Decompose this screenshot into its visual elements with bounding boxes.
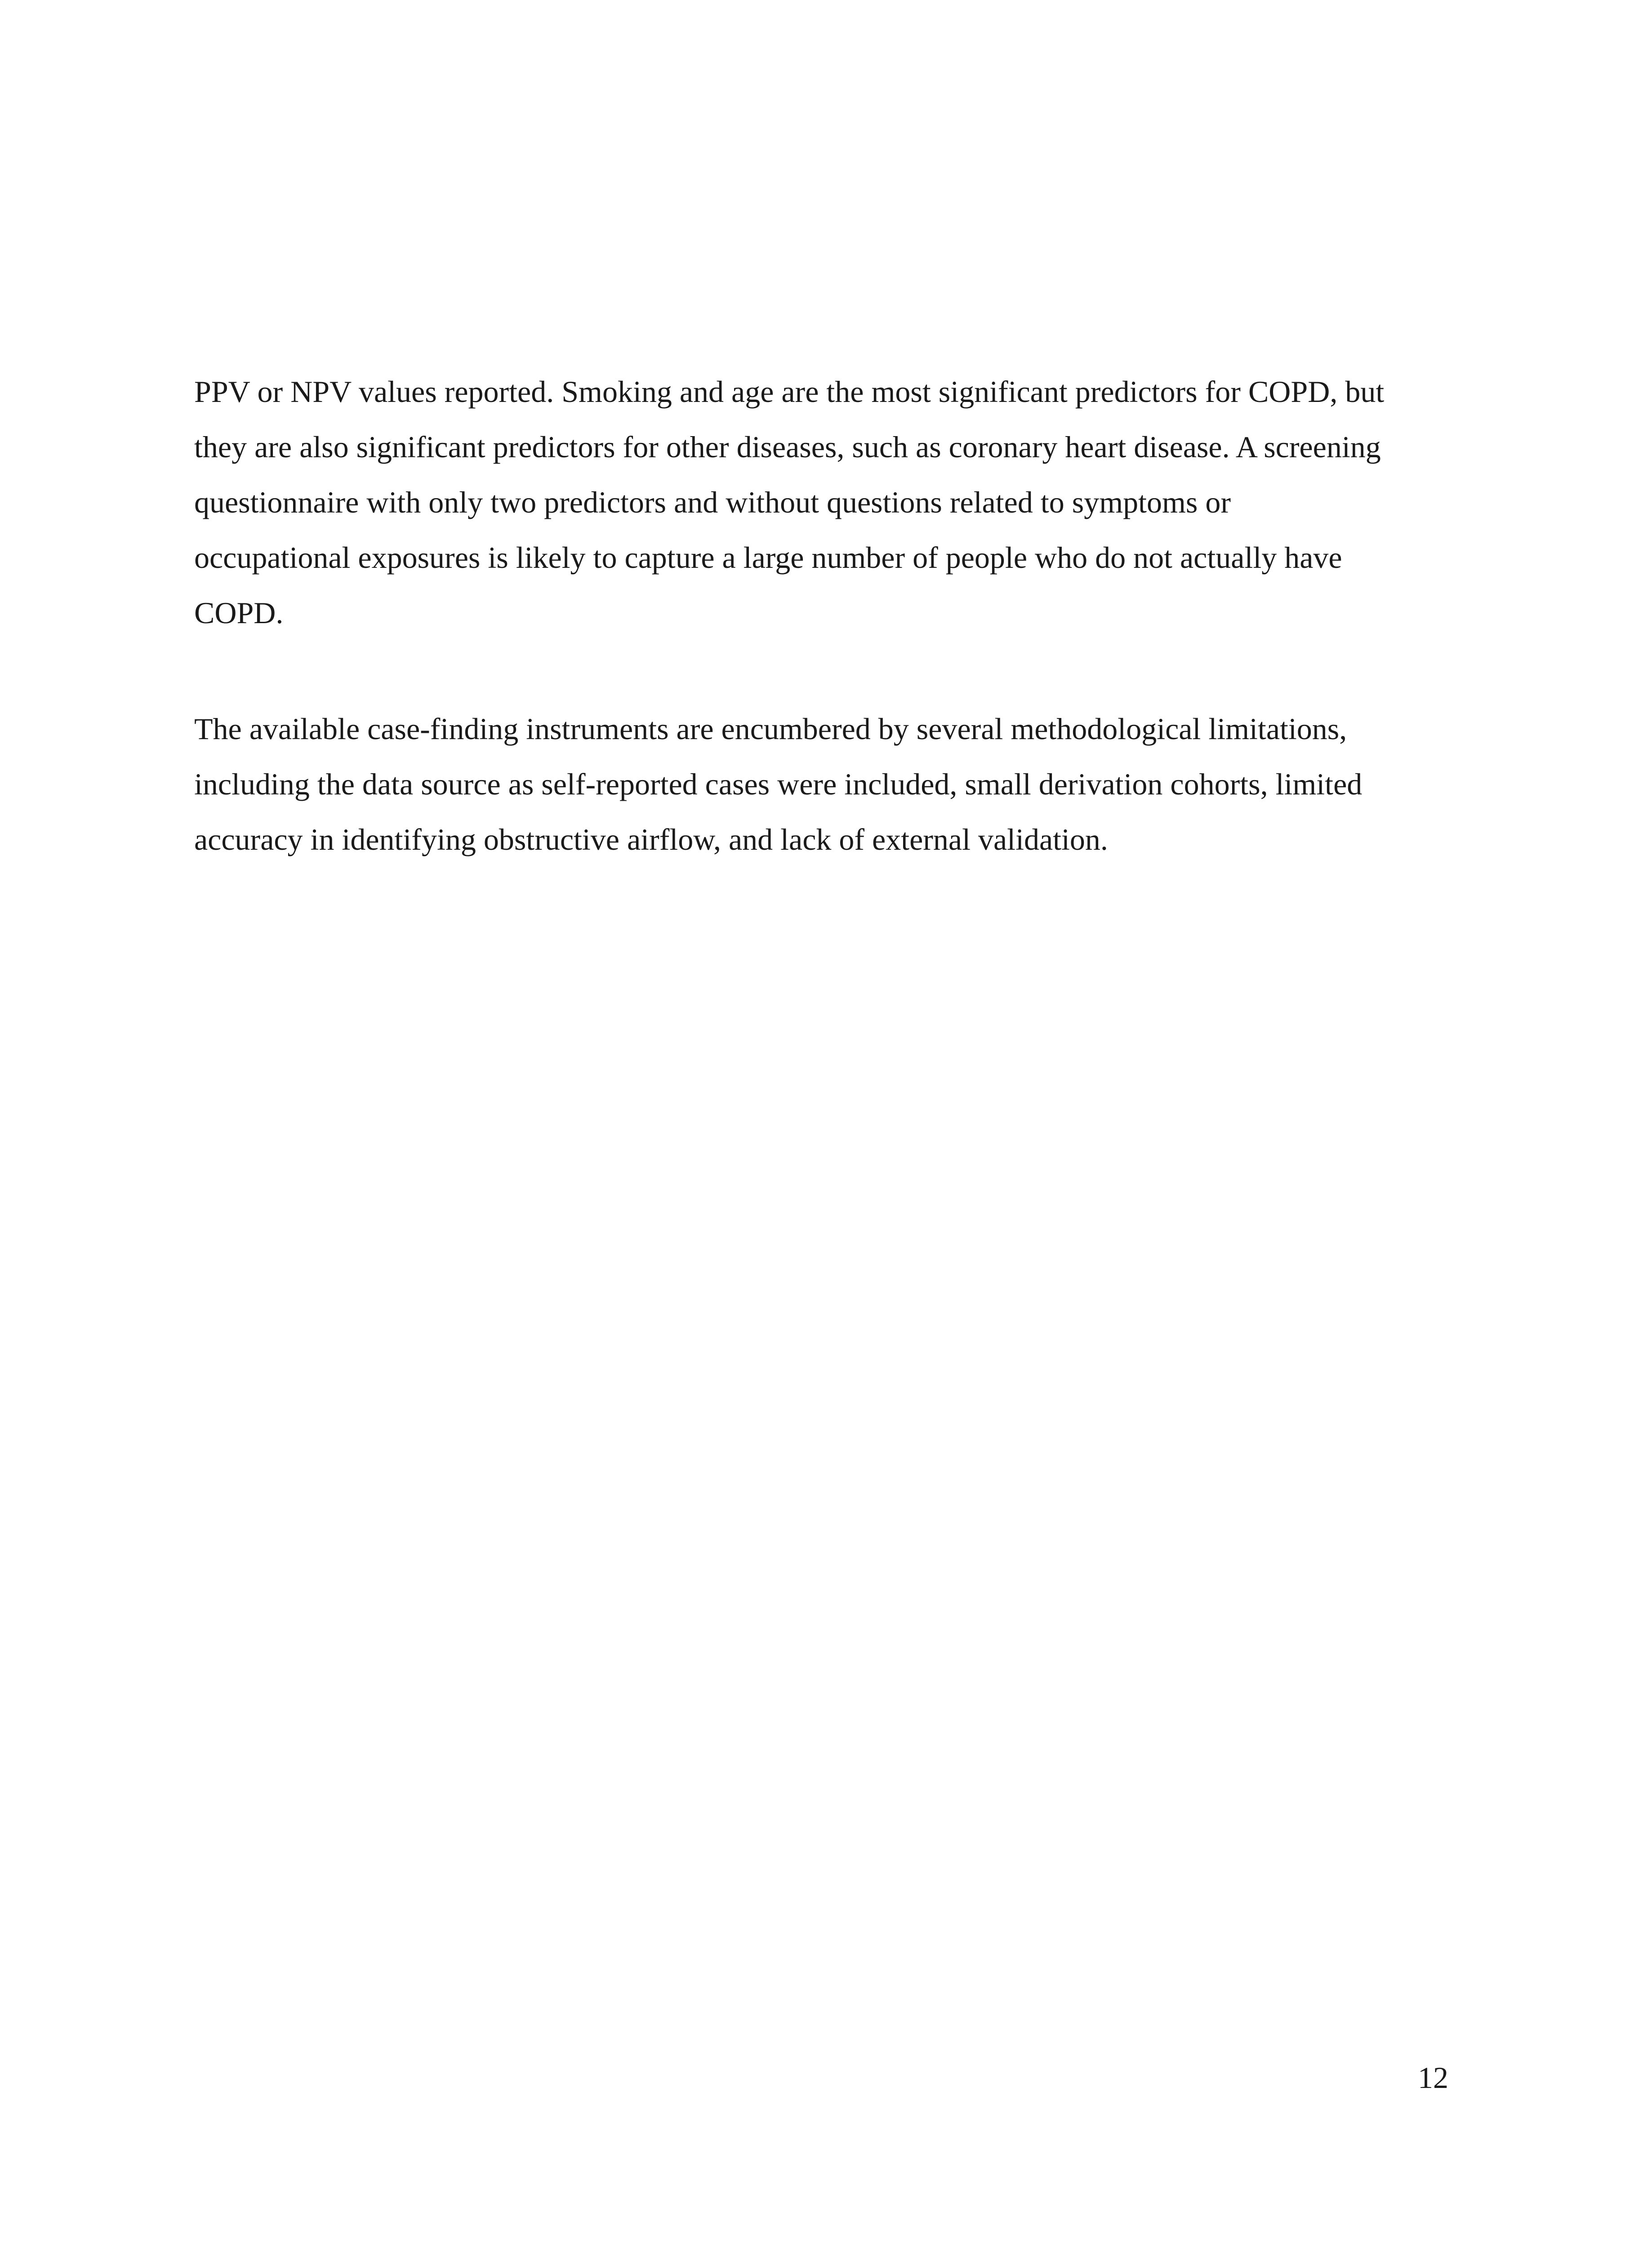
paragraph-line: including the data source as self-reported cases were included, small derivation cohorts, limited — [194, 767, 1363, 801]
paragraph-line: occupational exposures is likely to capture a large number of people who do not actually have — [194, 540, 1342, 575]
paragraph-line: questionnaire with only two predictors and without questions related to symptoms or — [194, 485, 1231, 519]
page-number: 12 — [1418, 2061, 1448, 2095]
paragraph-1 — [194, 364, 1448, 641]
paragraph-line: accuracy in identifying obstructive airflow, and lack of external validation. — [194, 822, 1108, 856]
paragraph-line: The available case-finding instruments are encumbered by several methodological limitations, — [194, 712, 1347, 746]
paragraph-line: they are also significant predictors for other diseases, such as coronary heart disease. A screening — [194, 430, 1381, 464]
paragraph-2 — [194, 701, 1448, 867]
paragraph-line: COPD. — [194, 596, 284, 630]
paragraph-line: PPV or NPV values reported. Smoking and age are the most significant predictors for COPD, but — [194, 375, 1385, 409]
